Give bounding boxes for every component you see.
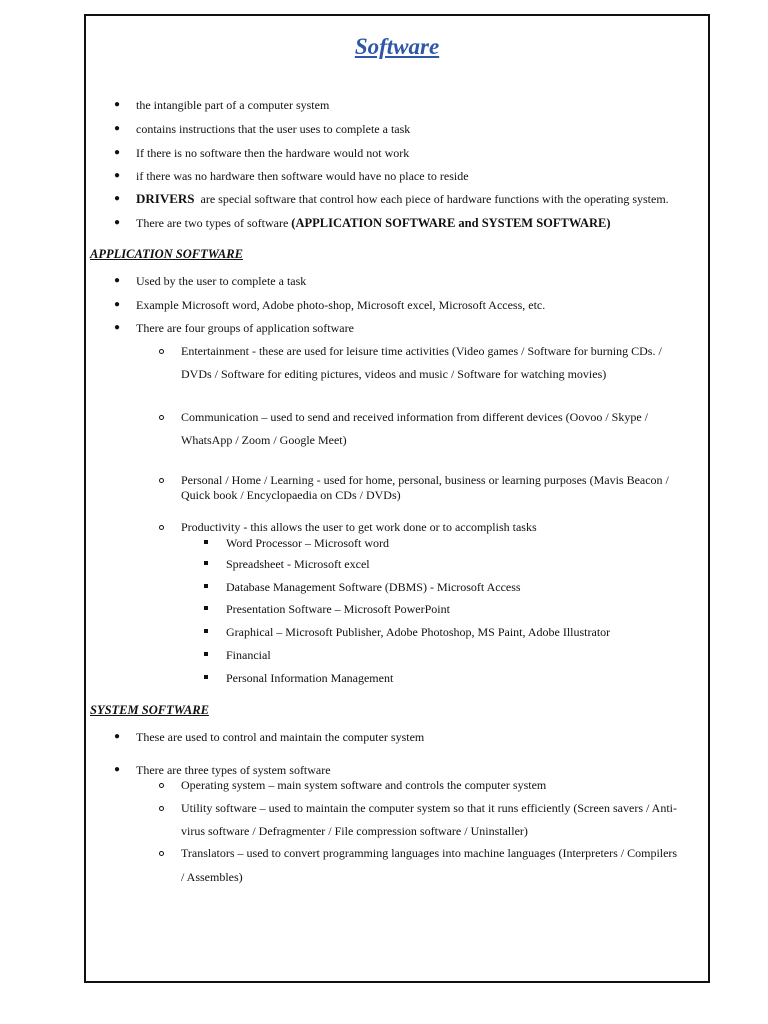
application-heading: APPLICATION SOFTWARE bbox=[90, 247, 243, 261]
group-personal-1: Personal / Home / Learning - used for home, personal, business or learning purposes (Mavis Beacon / bbox=[181, 473, 669, 487]
productivity-item-1: Word Processor – Microsoft word bbox=[226, 536, 390, 550]
circle-bullet bbox=[159, 806, 164, 811]
productivity-item-6: Financial bbox=[226, 648, 271, 662]
bullet-dot: ● bbox=[114, 299, 121, 310]
system-heading: SYSTEM SOFTWARE bbox=[90, 703, 209, 717]
app-bullet-1: Used by the user to complete a task bbox=[136, 274, 307, 288]
productivity-item-3: Database Management Software (DBMS) - Microsoft Access bbox=[226, 580, 521, 594]
bullet-dot: ● bbox=[114, 322, 121, 333]
square-bullet bbox=[204, 540, 208, 544]
system-utility-1: Utility software – used to maintain the computer system so that it runs efficiently (Screen savers / Anti- bbox=[181, 801, 678, 815]
circle-bullet bbox=[159, 851, 164, 856]
square-bullet bbox=[204, 629, 208, 633]
system-bullet-1: These are used to control and maintain the computer system bbox=[136, 730, 425, 744]
productivity-item-2: Spreadsheet - Microsoft excel bbox=[226, 557, 370, 571]
bullet-dot: ● bbox=[114, 170, 121, 181]
productivity-item-4: Presentation Software – Microsoft PowerPoint bbox=[226, 602, 450, 616]
drivers-term: DRIVERS bbox=[136, 191, 195, 206]
system-translators-1: Translators – used to convert programming languages into machine languages (Interpreters / Compilers bbox=[181, 846, 678, 860]
square-bullet bbox=[204, 652, 208, 656]
group-entertainment-2: DVDs / Software for editing pictures, videos and music / Software for watching movies) bbox=[181, 367, 607, 381]
square-bullet bbox=[204, 584, 208, 588]
bullet-dot: ● bbox=[114, 147, 121, 158]
system-bullet-2: There are three types of system software bbox=[136, 763, 331, 777]
drivers-desc: are special software that control how each piece of hardware functions with the operating system. bbox=[200, 192, 669, 206]
types-lead: There are two types of software bbox=[136, 216, 289, 230]
square-bullet bbox=[204, 561, 208, 565]
productivity-item-5: Graphical – Microsoft Publisher, Adobe Photoshop, MS Paint, Adobe Illustrator bbox=[226, 625, 611, 639]
square-bullet bbox=[204, 606, 208, 610]
productivity-item-7: Personal Information Management bbox=[226, 671, 394, 685]
circle-bullet bbox=[159, 415, 164, 420]
app-bullet-2: Example Microsoft word, Adobe photo-shop, Microsoft excel, Microsoft Access, etc. bbox=[136, 298, 546, 312]
page-title: Software bbox=[354, 34, 440, 59]
system-utility-2: virus software / Defragmenter / File compression software / Uninstaller) bbox=[181, 824, 528, 838]
intro-bullet-4: if there was no hardware then software would have no place to reside bbox=[136, 169, 469, 183]
bullet-dot: ● bbox=[114, 193, 121, 204]
bullet-dot: ● bbox=[114, 275, 121, 286]
group-communication-2: WhatsApp / Zoom / Google Meet) bbox=[181, 433, 347, 447]
types-line bbox=[136, 215, 611, 231]
bullet-dot: ● bbox=[114, 99, 121, 110]
system-operating: Operating system – main system software and controls the computer system bbox=[181, 778, 547, 792]
circle-bullet bbox=[159, 349, 164, 354]
system-translators-2: / Assembles) bbox=[181, 870, 243, 884]
bullet-dot: ● bbox=[114, 764, 121, 775]
drivers-line bbox=[136, 191, 669, 207]
app-bullet-3: There are four groups of application software bbox=[136, 321, 354, 335]
circle-bullet bbox=[159, 478, 164, 483]
intro-bullet-1: the intangible part of a computer system bbox=[136, 98, 330, 112]
types-bold: (APPLICATION SOFTWARE and SYSTEM SOFTWARE) bbox=[291, 216, 611, 230]
group-productivity: Productivity - this allows the user to get work done or to accomplish tasks bbox=[181, 520, 537, 534]
bullet-dot: ● bbox=[114, 731, 121, 742]
circle-bullet bbox=[159, 783, 164, 788]
group-communication-1: Communication – used to send and received information from different devices (Oovoo / Skype / bbox=[181, 410, 648, 424]
square-bullet bbox=[204, 675, 208, 679]
circle-bullet bbox=[159, 525, 164, 530]
bullet-dot: ● bbox=[114, 123, 121, 134]
intro-bullet-2: contains instructions that the user uses to complete a task bbox=[136, 122, 411, 136]
bullet-dot: ● bbox=[114, 217, 121, 228]
group-personal-2: Quick book / Encyclopaedia on CDs / DVDs) bbox=[181, 488, 401, 502]
group-entertainment-1: Entertainment - these are used for leisure time activities (Video games / Software for burning CDs. / bbox=[181, 344, 662, 358]
intro-bullet-3: If there is no software then the hardware would not work bbox=[136, 146, 410, 160]
